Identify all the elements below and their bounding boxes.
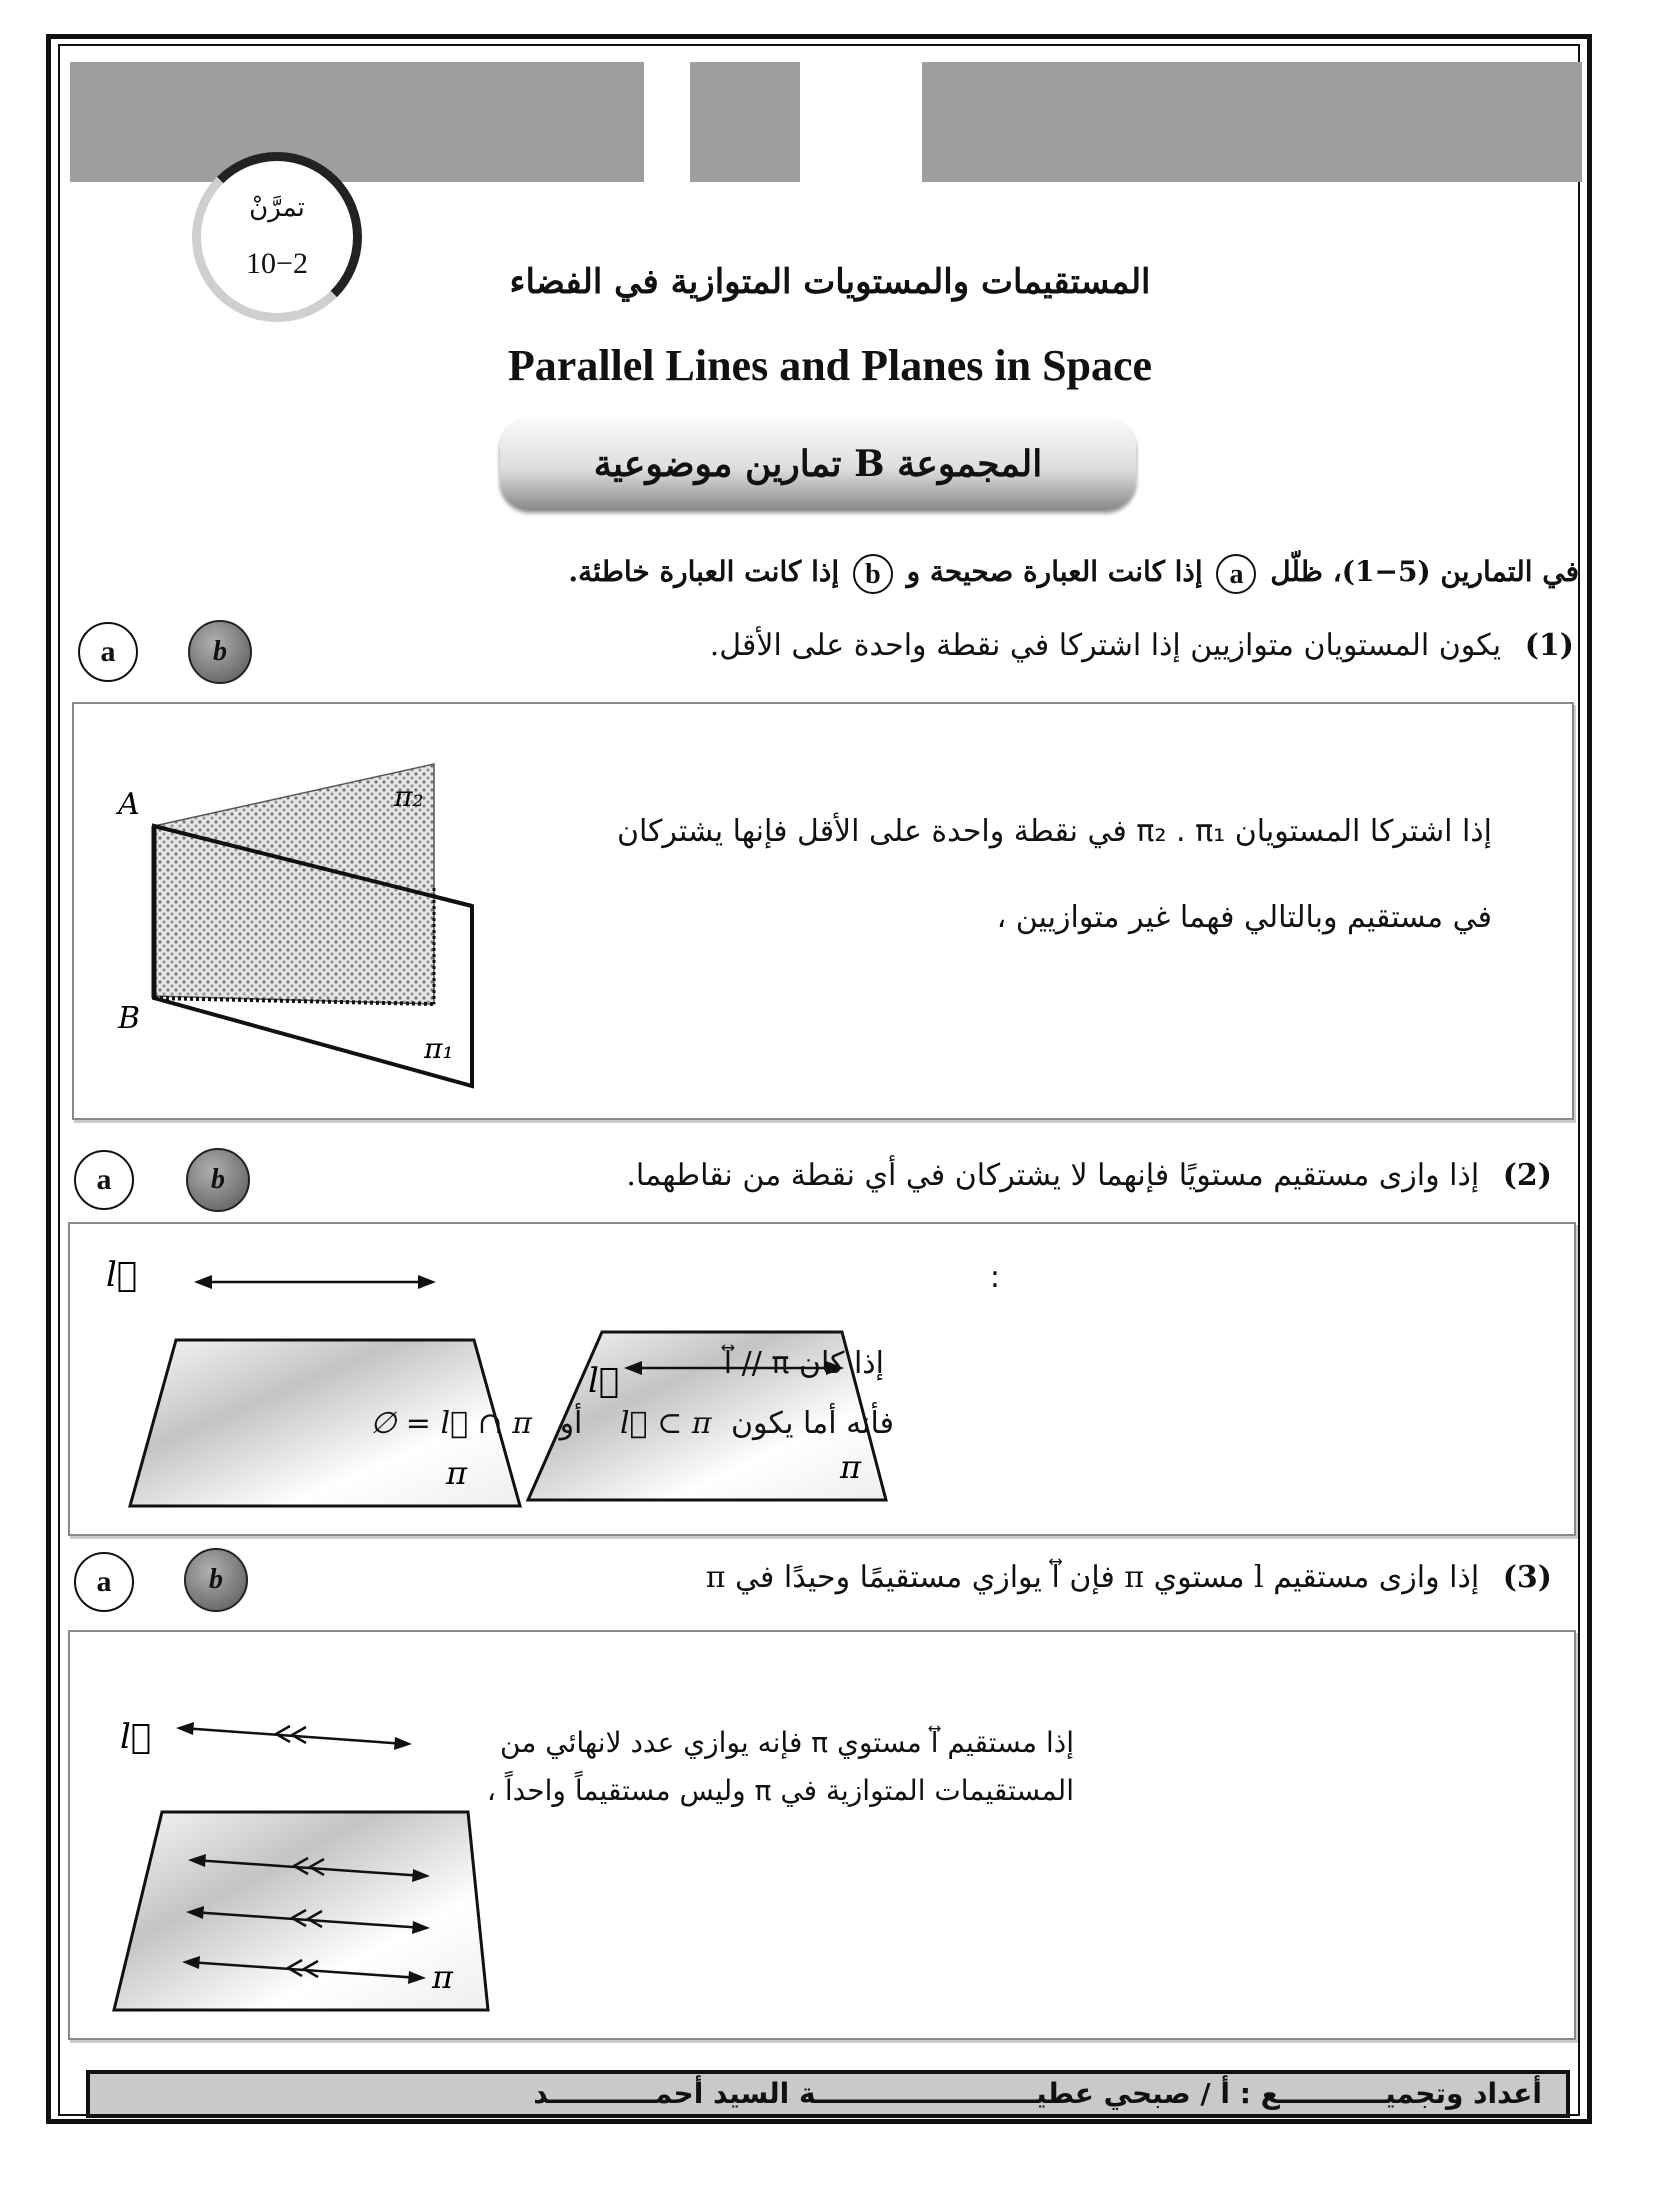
arrowhead-right — [418, 1275, 436, 1289]
q2-answer-prefix: فأنه أما يكون — [731, 1406, 894, 1441]
header-band-left — [70, 62, 644, 182]
label-a: A — [118, 787, 140, 822]
question-2-number: (2) — [1502, 1158, 1552, 1193]
q3-answer-box — [68, 1630, 1576, 2040]
q1-answer-line1: إذا اشتركا المستويان π₂ . π₁ في نقطة واحدة على الأقل فإنها يشتركان — [616, 814, 1492, 849]
question-1-number: (1) — [1524, 628, 1574, 663]
q2-answer-box — [68, 1222, 1576, 1536]
page-title-english: Parallel Lines and Planes in Space — [507, 341, 1153, 390]
label-l: l⃡ — [120, 1717, 152, 1757]
header-band-middle — [690, 62, 800, 182]
q1-option-a[interactable]: a — [78, 622, 138, 682]
q2-answer-or: أو — [559, 1406, 583, 1441]
label-pi-q3: π — [432, 1958, 454, 1996]
question-3 — [706, 1560, 1552, 1595]
question-2 — [626, 1158, 1552, 1193]
instruction-option-a: a — [1216, 554, 1256, 594]
badge-word: تمرَّنْ — [249, 193, 305, 223]
label-pi1: π₁ — [424, 1032, 454, 1065]
question-1 — [710, 628, 1574, 663]
instruction-part3: إذا كانت العبارة خاطئة. — [568, 555, 840, 588]
q3-answer-line1: إذا مستقيم l⃡ مستوي π فإنه يوازي عدد لانهائي من — [500, 1726, 1074, 1759]
arrowhead-left — [194, 1275, 212, 1289]
group-label: المجموعة B تمارين موضوعية — [500, 418, 1136, 510]
label-pi2: π₂ — [394, 780, 424, 813]
q3-option-a[interactable]: a — [74, 1552, 134, 1612]
q1-answer-line2: في مستقيم وبالتالي فهما غير متوازيين ، — [996, 900, 1492, 935]
q2-option-a[interactable]: a — [74, 1150, 134, 1210]
question-2-text: إذا وازى مستقيم مستويًا فإنهما لا يشتركان في أي نقطة من نقاطهما. — [626, 1158, 1480, 1193]
q2-answer-line1: إذا كان l⃡ // π — [723, 1346, 884, 1381]
instruction-option-b: b — [853, 554, 893, 594]
exercise-badge — [192, 152, 362, 322]
q3-option-b[interactable]: b — [184, 1548, 248, 1612]
q2-answer-math1: l⃡ ⊂ π — [619, 1406, 712, 1441]
label-pi-right: π — [840, 1448, 862, 1486]
question-3-text: إذا وازى مستقيم l مستوي π فإن l⃡ يوازي مستقيمًا وحيدًا في π — [705, 1560, 1480, 1595]
label-pi-left: π — [446, 1454, 468, 1492]
footer-credit: أعداد وتجميـــــــــــع : أ / صبحي عطيـــــــــــــــــــــــة السيد أحمـــــــــــد — [86, 2070, 1570, 2118]
arrowhead-l-left — [176, 1722, 194, 1735]
badge-number: 10−2 — [246, 247, 308, 280]
instruction-text — [79, 548, 1579, 596]
q1-answer-box — [72, 702, 1574, 1120]
q1-planes-figure — [94, 708, 494, 1118]
q2-answer-colon: : — [989, 1260, 1000, 1295]
q3-parallel-lines-figure — [90, 1636, 610, 2036]
q1-option-b[interactable]: b — [188, 620, 252, 684]
header-band-right — [922, 62, 1582, 182]
question-1-text: يكون المستويان متوازيين إذا اشتركا في نقطة واحدة على الأقل. — [709, 628, 1502, 663]
instruction-part2: إذا كانت العبارة صحيحة و — [906, 555, 1203, 588]
q2-answer-math2: l⃡ ∩ π = ∅ — [370, 1406, 533, 1441]
label-l-left: l⃡ — [106, 1255, 138, 1295]
q3-answer-line2: المستقيمات المتوازية في π وليس مستقيماً واحداً ، — [486, 1774, 1074, 1807]
question-3-number: (3) — [1502, 1560, 1552, 1595]
q2-option-b[interactable]: b — [186, 1148, 250, 1212]
label-b: B — [118, 1001, 141, 1036]
instruction-part1: في التمارين (5−1)، ظلّل — [1270, 555, 1579, 588]
page-title-arabic: المستقيمات والمستويات المتوازية في الفضاء — [509, 262, 1151, 302]
label-l-right: l⃡ — [588, 1361, 620, 1401]
q2-answer-line2 — [370, 1406, 894, 1441]
